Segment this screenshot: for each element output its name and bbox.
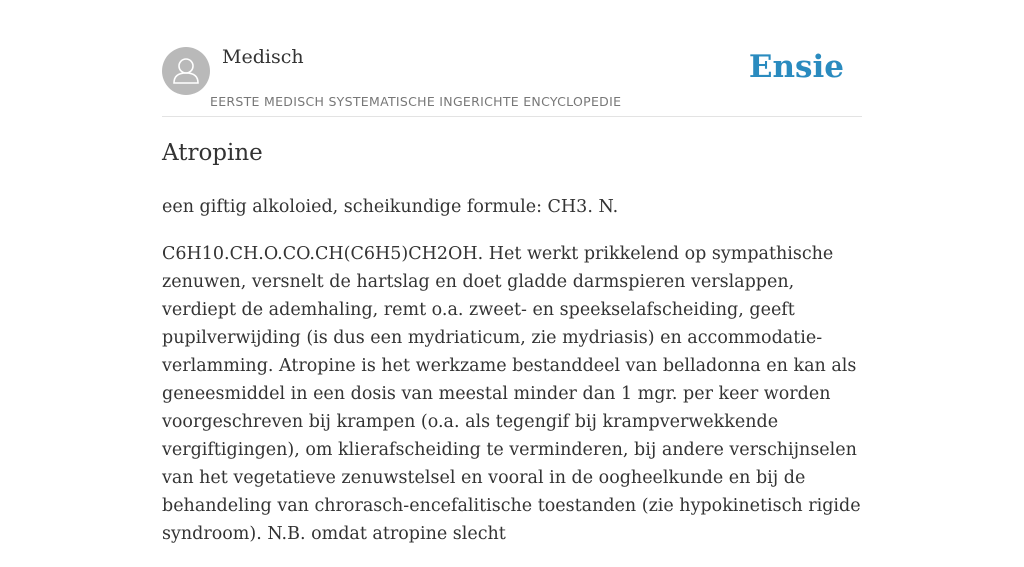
article-paragraph: een giftig alkoloied, scheikundige formule: CH3. N. — [162, 197, 619, 217]
user-icon-graphic — [162, 47, 210, 95]
user-icon[interactable] — [162, 47, 210, 95]
article-title: Atropine — [162, 140, 263, 166]
article-body — [162, 193, 862, 567]
page-container — [162, 0, 862, 544]
site-name[interactable]: Medisch — [222, 46, 304, 68]
article-paragraph: C6H10.CH.O.CO.CH(C6H5)CH2OH. Het werkt prikkelend op sympathische zenuwen, versnelt de hartslag en doet gladde darmspieren verslappen, verdiept de ademhaling, remt o.a. zweet- en speekselafscheiding, geeft pupilverwijding (is dus een mydriaticum, zie mydriasis) en accommodatie-verlamming. Atropine is het werkzame bestanddeel van belladonna en kan als geneesmiddel in een dosis van meestal minder dan 1 mgr. per keer worden voorgeschreven bij krampen (o.a. als tegengif bij krampverwekkende vergiftigingen), om klierafscheiding te verminderen, bij andere verschijnselen van het vegetatieve zenuwstelsel en vooral in de oogheelkunde en bij de behandeling van chrorasch-encefalitische toestanden (zie hypokinetisch rigide syndroom). N.B. omdat atropine slecht — [162, 244, 861, 544]
site-header — [162, 0, 862, 117]
ensie-logo[interactable]: Ensie — [748, 49, 844, 85]
site-subtitle: EERSTE MEDISCH SYSTEMATISCHE INGERICHTE ENCYCLOPEDIE — [210, 94, 622, 109]
